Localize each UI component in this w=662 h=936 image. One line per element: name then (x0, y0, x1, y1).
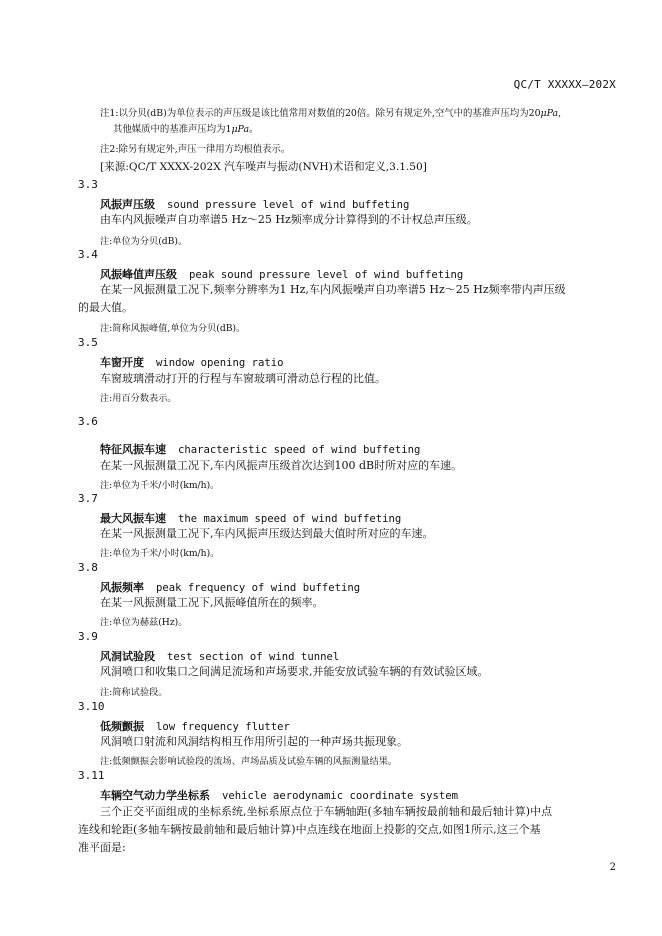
term-en: vehicle aerodynamic coordinate system (222, 790, 458, 802)
section-number: 3.7 (78, 492, 98, 505)
definition: 由车内风振噪声自功率谱5 Hz～25 Hz频率成分计算得到的不计权总声压级。 (100, 213, 478, 226)
term-note: 注:单位为千米/小时(km/h)。 (100, 548, 220, 559)
unit-micropascal: μPa (540, 108, 559, 119)
definition: 在某一风振测量工况下,风振峰值所在的频率。 (100, 596, 324, 609)
section-number: 3.9 (78, 630, 98, 643)
term-heading (100, 441, 420, 457)
term-zh: 车辆空气动力学坐标系 (100, 789, 210, 802)
definition: 在某一风振测量工况下,车内风振声压级首次达到100 dB时所对应的车速。 (100, 459, 463, 472)
term-zh: 风振声压级 (100, 198, 155, 211)
section-number: 3.11 (78, 769, 105, 782)
term-en: characteristic speed of wind buffeting (178, 444, 421, 456)
definition: 三个正交平面组成的坐标系统,坐标系原点位于车辆轴距(多轴车辆按最前轴和最后轴计算)中点 (100, 805, 553, 818)
term-zh: 最大风振车速 (100, 512, 166, 525)
term-heading (100, 787, 458, 803)
term-en: the maximum speed of wind buffeting (178, 513, 402, 525)
note-1-comma: , (558, 108, 562, 119)
term-note: 注:简称试验段。 (100, 687, 168, 698)
definition: 在某一风振测量工况下,频率分辨率为1 Hz,车内风振噪声自功率谱5 Hz～25 Hz频率带内声压级 (100, 283, 566, 296)
term-zh: 风振峰值声压级 (100, 268, 177, 281)
term-zh: 风振频率 (100, 581, 144, 594)
definition: 风洞喷口和收集口之间满足流场和声场要求,并能安放试验车辆的有效试验区域。 (100, 665, 489, 678)
note-1-line-2 (113, 122, 603, 137)
term-en: sound pressure level of wind buffeting (167, 199, 410, 211)
term-en: test section of wind tunnel (167, 651, 340, 663)
document-code: QC/T XXXXX—202X (513, 78, 616, 91)
section-number: 3.10 (78, 700, 105, 713)
note-2: 注2:除另有规定外,声压一律用方均根值表示。 (100, 144, 291, 155)
section-number: 3.6 (78, 415, 98, 428)
definition: 在某一风振测量工况下,车内风振声压级达到最大值时所对应的车速。 (100, 527, 434, 540)
term-en: peak sound pressure level of wind buffeting (189, 269, 464, 281)
page-number: 2 (609, 862, 616, 873)
term-note: 注:单位为赫兹(Hz)。 (100, 617, 188, 628)
term-note: 注:单位为千米/小时(km/h)。 (100, 480, 220, 491)
note-1-period: 。 (249, 124, 259, 135)
term-note: 注:用百分数表示。 (100, 393, 177, 404)
definition: 风洞喷口射流和风洞结构相互作用所引起的一种声场共振现象。 (100, 735, 408, 748)
definition-cont: 的最大值。 (78, 301, 133, 314)
section-number: 3.3 (78, 178, 98, 191)
term-en: peak frequency of wind buffeting (156, 582, 361, 594)
section-number: 3.4 (78, 248, 98, 261)
definition-cont: 连线和轮距(多轴车辆按最前轴和最后轴计算)中点连线在地面上投影的交点,如图1所示,这三个基 (78, 823, 541, 836)
section-number: 3.8 (78, 561, 98, 574)
term-note: 注:简称风振峰值,单位为分贝(dB)。 (100, 323, 246, 334)
note-1-line-1 (100, 106, 605, 121)
term-zh: 风洞试验段 (100, 650, 155, 663)
term-heading (100, 354, 284, 370)
term-en: low frequency flutter (156, 721, 290, 733)
note-1-text-cont: 其他媒质中的基准声压均为1 (113, 124, 232, 135)
term-zh: 特征风振车速 (100, 443, 166, 456)
term-en: window opening ratio (156, 357, 284, 369)
term-note: 注:低频颤振会影响试验段的流场、声场品质及试验车辆的风振测量结果。 (100, 756, 398, 767)
note-1-text: 注1:以分贝(dB)为单位表示的声压级是该比值常用对数值的20倍。除另有规定外,空气中的基准声压均为20 (100, 108, 541, 119)
section-number: 3.5 (78, 336, 98, 349)
source-reference: [来源:QC/T XXXX-202X 汽车噪声与振动(NVH)术语和定义,3.1.50] (100, 161, 427, 173)
unit-micropascal-2: μPa (231, 124, 250, 135)
term-zh: 车窗开度 (100, 356, 144, 369)
term-zh: 低频颤振 (100, 720, 144, 733)
definition: 车窗玻璃滑动打开的行程与车窗玻璃可滑动总行程的比值。 (100, 372, 386, 385)
term-note: 注:单位为分贝(dB)。 (100, 236, 188, 247)
definition-cont: 准平面是: (78, 841, 126, 854)
